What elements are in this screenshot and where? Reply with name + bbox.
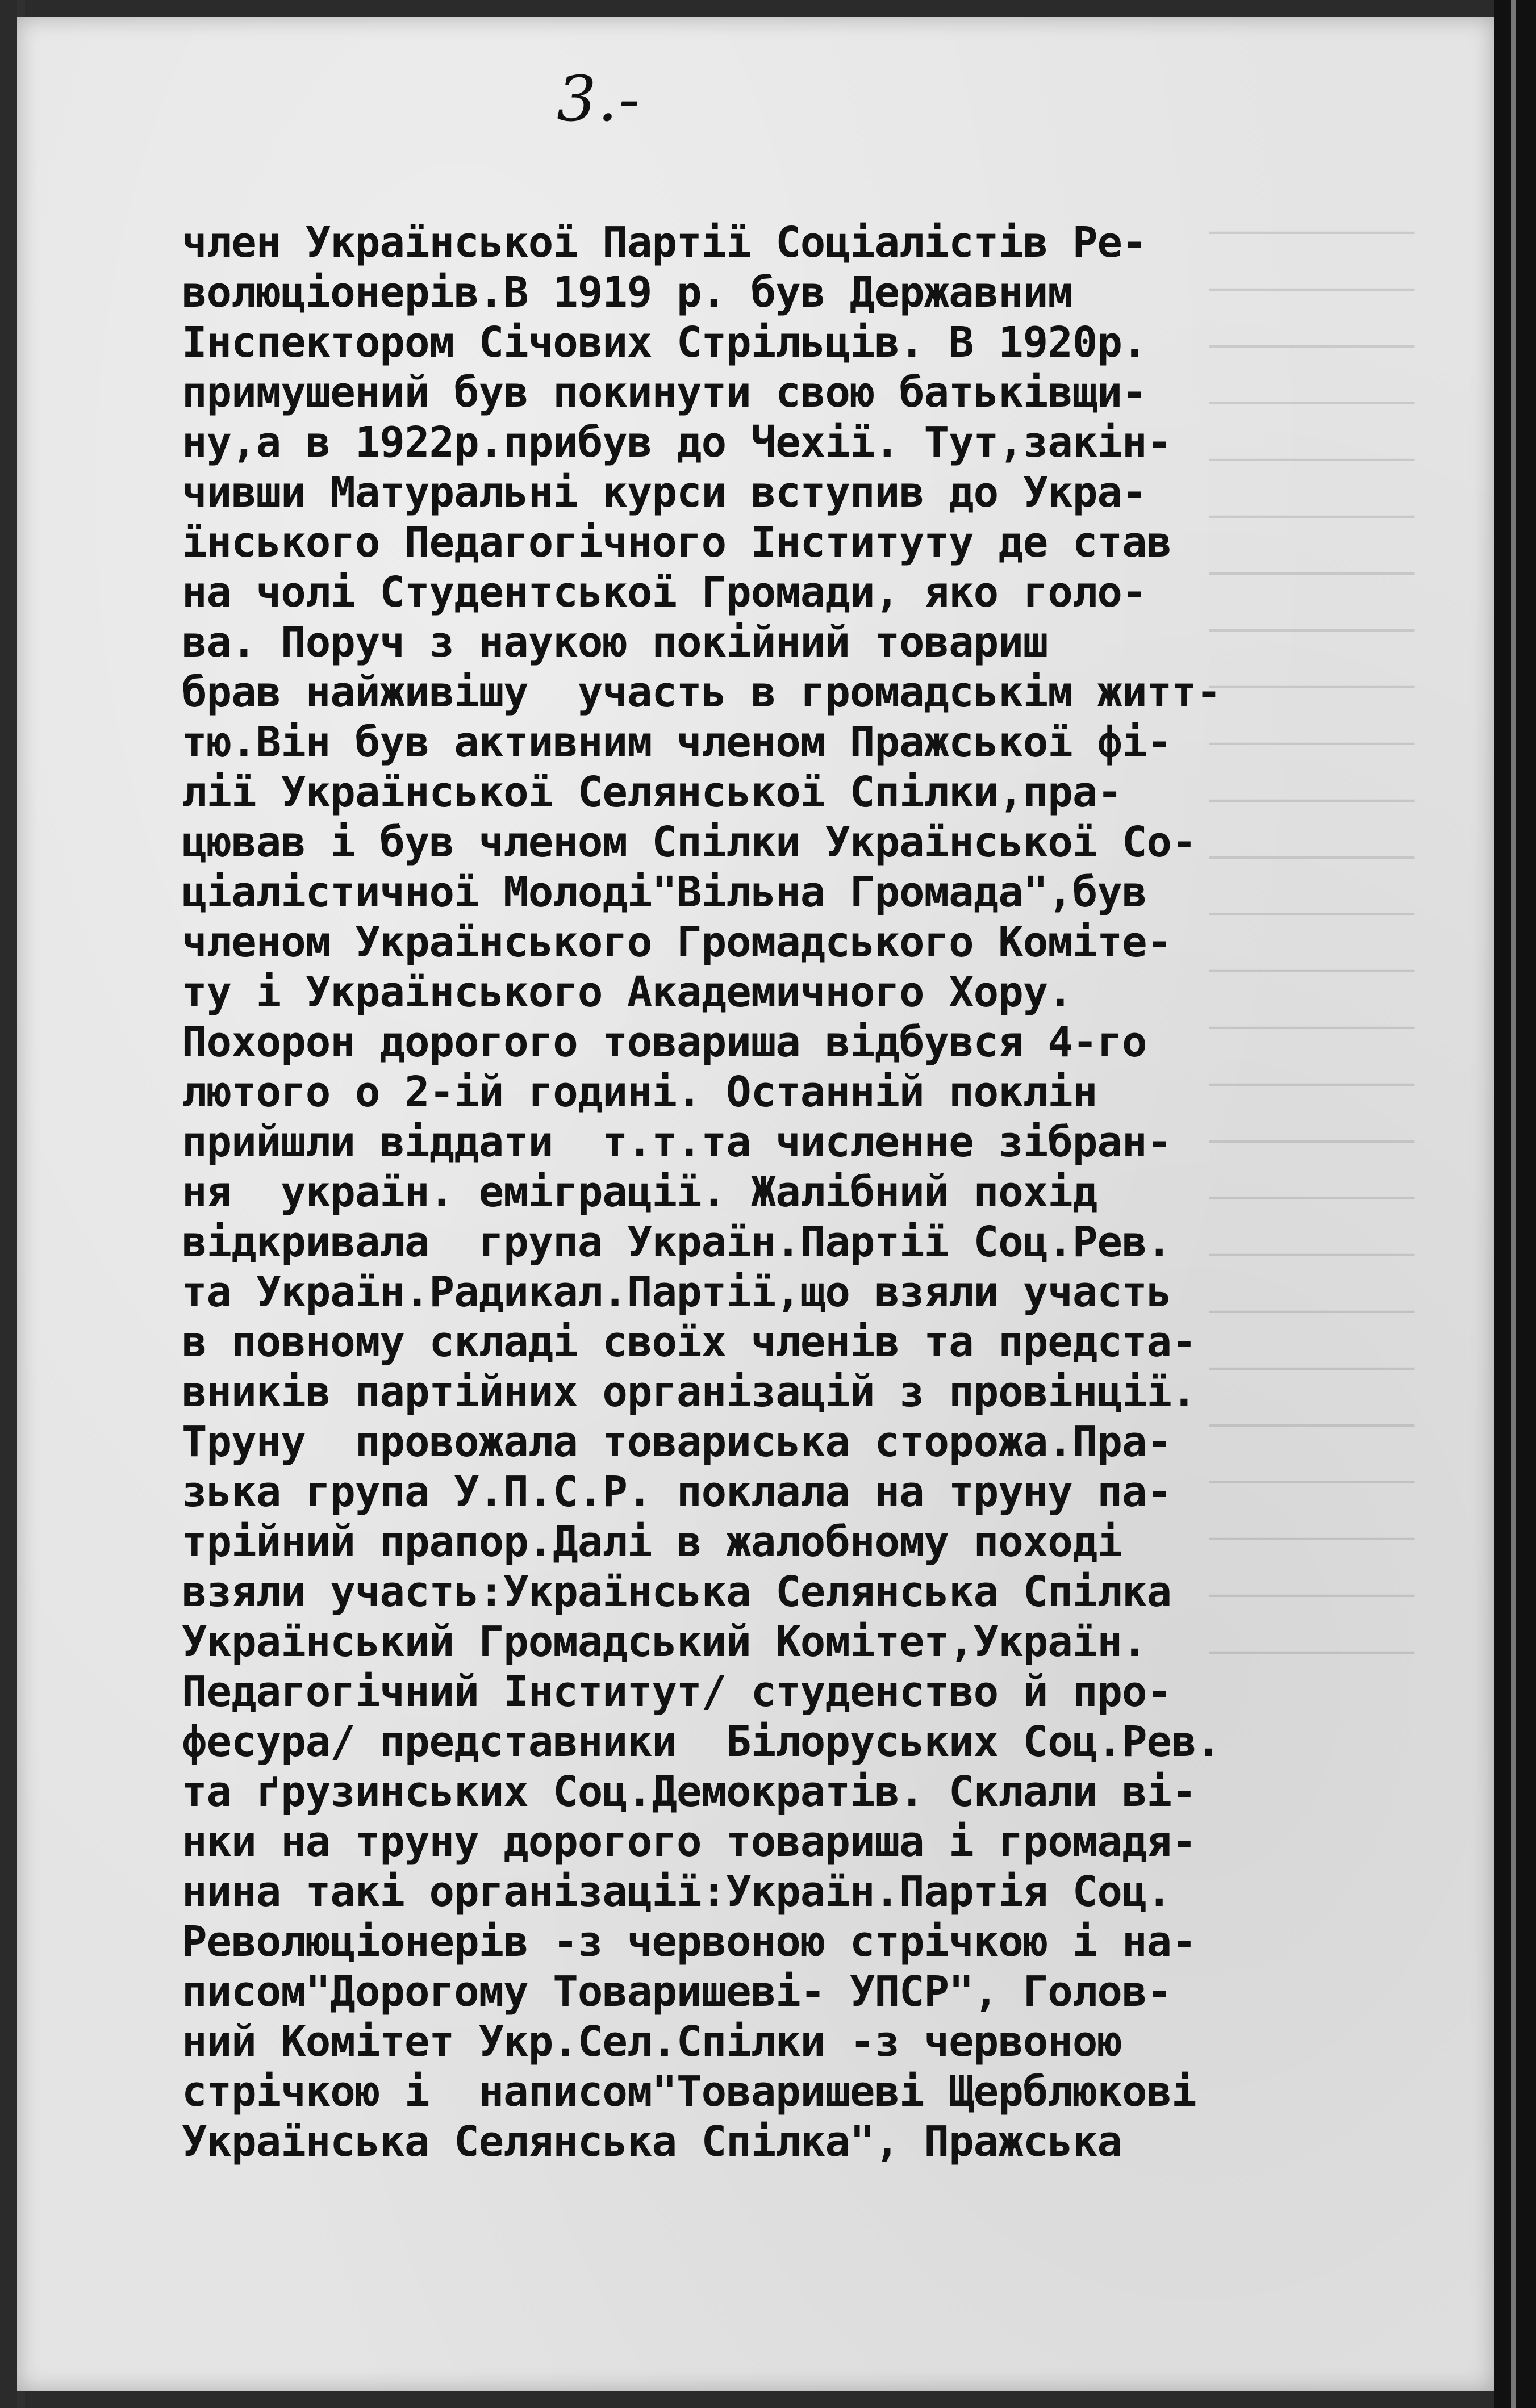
text-line: ва. Поруч з наукою покійний товариш (182, 618, 1048, 667)
text-line: Похорон дорогого товариша відбувся 4-го (182, 1018, 1147, 1067)
text-line: Українська Селянська Спілка", Пражська (182, 2117, 1122, 2166)
text-line: писом"Дорогому Товаришеві- УПСР", Голов- (182, 1967, 1172, 2016)
text-line: лії Української Селянської Спілки,пра- (182, 768, 1122, 817)
text-line: фесура/ представники Білоруських Соц.Рев. (182, 1717, 1221, 1766)
text-line: примушений був покинути свою батьківщи- (182, 368, 1147, 417)
text-line: Український Громадський Комітет,Україн. (182, 1617, 1147, 1666)
text-line: тю.Він був активним членом Пражської фі- (182, 718, 1172, 767)
text-line: Труну провожала товариська сторожа.Пра- (182, 1418, 1172, 1466)
text-line: прийшли віддати т.т.та численне зібран- (182, 1118, 1172, 1167)
show-through-ink: ──────────── ──────────── ──────────── ──────────── ──────────── ──────────── ──────────── ──────────── ──────────── ──────────── ──────────── ──────────── ──────────── ──────────── ──────────── ──────────── ──────────── ──────────── ──────────── ──────────── ──────────── ──────────── ──────────── ──────────── ──────────── ──────────── (1209, 216, 1414, 1669)
text-line: трійний прапор.Далі в жалобному поході (182, 1517, 1122, 1566)
text-line: та ґрузинських Соц.Демократів. Склали ві- (182, 1767, 1196, 1816)
scan-edge-line (1511, 0, 1516, 2408)
text-line: в повному складі своїх членів та предста- (182, 1318, 1196, 1366)
text-line: член Української Партії Соціалістів Ре- (182, 218, 1147, 267)
text-line: лютого о 2-ій годині. Останній поклін (182, 1068, 1097, 1117)
text-line: та Україн.Радикал.Партії,що взяли участь (182, 1268, 1172, 1316)
text-line: на чолі Студентської Громади, яко голо- (182, 568, 1147, 617)
scan-right-edge (1494, 0, 1536, 2408)
text-line: чивши Матуральні курси вступив до Укра- (182, 468, 1147, 517)
page-number: 3.- (557, 62, 641, 135)
text-line: членом Українського Громадського Коміте- (182, 918, 1172, 967)
text-line: ту і Українського Академичного Хору. (182, 968, 1072, 1017)
text-line: брав найживішу участь в громадськім житт- (182, 668, 1221, 717)
text-line: ціалістичної Молоді"Вільна Громада",був (182, 868, 1147, 917)
text-line: ну,а в 1922р.прибув до Чехії. Тут,закін- (182, 418, 1172, 467)
text-line: нки на труну дорогого товариша і громадя- (182, 1817, 1196, 1866)
text-line: Педагогічний Інститут/ студенство й про- (182, 1667, 1172, 1716)
text-line: їнського Педагогічного Інституту де став (182, 518, 1172, 567)
text-line: ня україн. еміграції. Жалібний похід (182, 1168, 1097, 1216)
text-line: цював і був членом Спілки Української Со- (182, 818, 1196, 867)
text-line: зька група У.П.С.Р. поклала на труну па- (182, 1468, 1172, 1516)
text-line: нина такі організації:Україн.Партія Соц. (182, 1867, 1172, 1916)
text-line: вників партійних організацій з провінції. (182, 1368, 1196, 1416)
text-line: волюціонерів.В 1919 р. був Державним (182, 268, 1072, 317)
text-line: відкривала група Україн.Партії Соц.Рев. (182, 1218, 1172, 1266)
typewritten-text (182, 218, 1403, 2167)
text-line: ний Комітет Укр.Сел.Спілки -з червоною (182, 2017, 1122, 2066)
text-line: Інспектором Січових Стрільців. В 1920р. (182, 318, 1147, 367)
text-line: взяли участь:Українська Селянська Спілка (182, 1567, 1172, 1616)
text-line: стрічкою і написом"Товаришеві Щерблюкові (182, 2067, 1196, 2116)
text-line: Революціонерів -з червоною стрічкою і на- (182, 1917, 1196, 1966)
